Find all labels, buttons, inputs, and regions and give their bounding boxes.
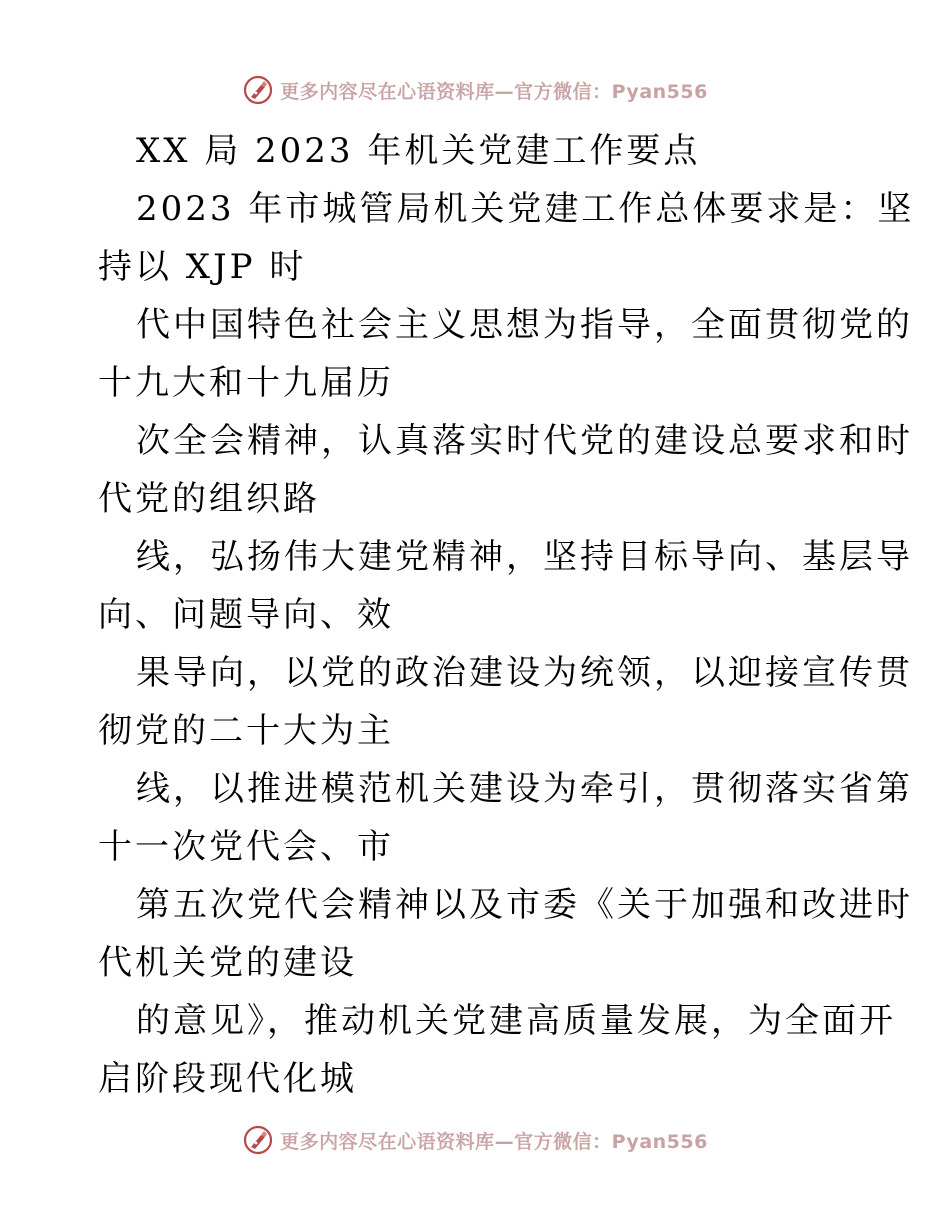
watermark-text: 更多内容尽在心语资料库—官方微信：Pyan556: [280, 1130, 708, 1153]
paragraph-line: 十一次党代会、市: [98, 827, 394, 867]
watermark-header: [0, 70, 950, 110]
paragraph-line: 启阶段现代化城: [98, 1059, 357, 1099]
paragraph-line: 果导向，以党的政治建设为统领，以迎接宣传贯: [136, 653, 913, 693]
paragraph-line: 十九大和十九届历: [98, 363, 394, 403]
paragraph-line: 2023 年市城管局机关党建工作总体要求是：坚: [136, 189, 915, 229]
watermark-footer: [0, 1120, 950, 1160]
watermark-text: 更多内容尽在心语资料库—官方微信：Pyan556: [280, 80, 708, 103]
paragraph-line: 线，弘扬伟大建党精神，坚持目标导向、基层导: [136, 537, 913, 577]
paragraph-line: 第五次党代会精神以及市委《关于加强和改进时: [136, 885, 913, 925]
pen-nib-circle-icon: [242, 74, 274, 106]
paragraph-line: 彻党的二十大为主: [98, 711, 394, 751]
document-title: XX 局 2023 年机关党建工作要点: [136, 131, 701, 171]
pen-nib-circle-icon: [242, 1124, 274, 1156]
paragraph-line: 线，以推进模范机关建设为牵引，贯彻落实省第: [136, 769, 913, 809]
paragraph-line: 的意见》，推动机关党建高质量发展，为全面开: [136, 1001, 896, 1041]
paragraph-line: 代机关党的建设: [98, 943, 357, 983]
document-body: [98, 122, 915, 1108]
paragraph-line: 向、问题导向、效: [98, 595, 394, 635]
paragraph-line: 持以 XJP 时: [98, 247, 307, 287]
paragraph-line: 代中国特色社会主义思想为指导，全面贯彻党的: [136, 305, 913, 345]
paragraph-line: 次全会精神，认真落实时代党的建设总要求和时: [136, 421, 913, 461]
paragraph-line: 代党的组织路: [98, 479, 320, 519]
